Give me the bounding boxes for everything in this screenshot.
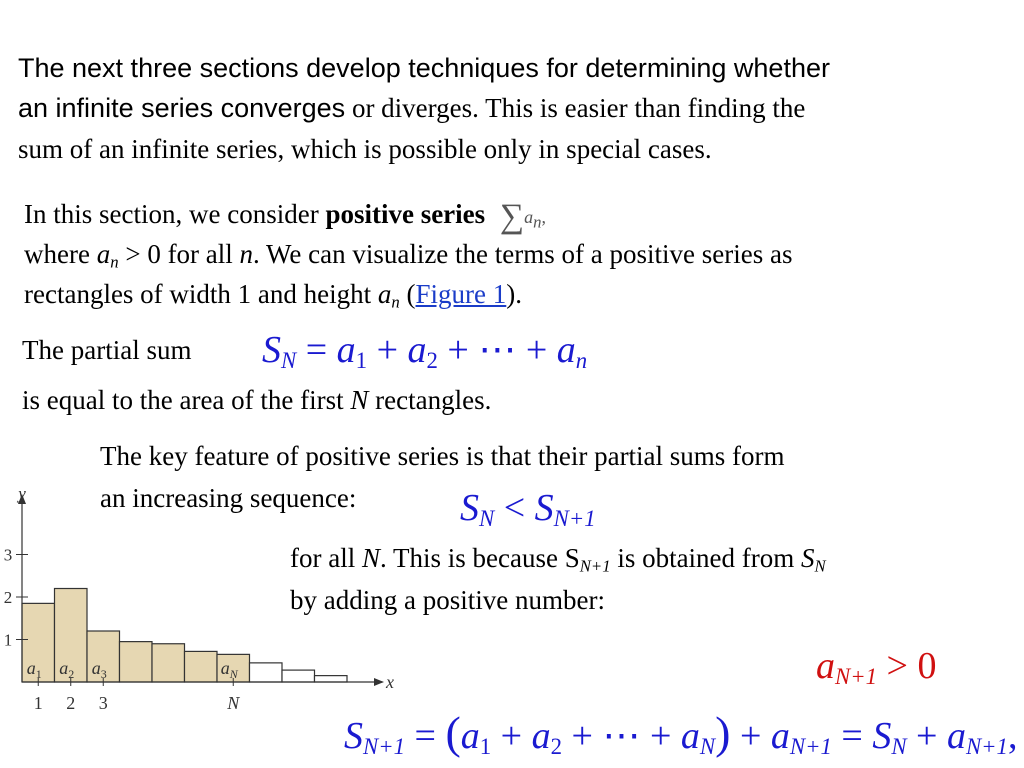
- figure-1-link[interactable]: Figure 1: [415, 279, 507, 309]
- bar-8: [250, 663, 283, 682]
- section-line-1: In this section, we consider positive series $\sum a_n$,: [24, 198, 547, 235]
- final-equation: SN+1 = (a1 + a2 + ⋯ + aN) + aN+1 = SN + aN+1,: [344, 707, 1018, 759]
- intro-line-2: an infinite series converges or diverges. This is easier than finding the: [18, 93, 806, 123]
- bar-label-sub-2: 2: [68, 667, 75, 681]
- bar-label-N: $a_N$: [220, 658, 238, 681]
- bar-5: [152, 644, 185, 682]
- x-axis-arrow: [374, 678, 384, 686]
- bar-label-sub-1: 1: [35, 667, 42, 681]
- y-tick-label-3: 3: [3, 545, 13, 565]
- increasing-inequality: SN < SN+1: [460, 487, 596, 531]
- x-axis-label: x: [386, 672, 394, 692]
- rectangles-figure: [0, 484, 410, 714]
- y-axis-label: y: [18, 484, 26, 503]
- because-line-1: for all N. This is because $S_{N+1}$ is obtained from $S_N$: [290, 543, 826, 576]
- because-line-2: by adding a positive number:: [290, 585, 605, 615]
- sum-notation: $\sum a_n$,: [499, 198, 547, 235]
- bar-6: [185, 651, 218, 682]
- partial-sum-formula: SN = a1 + a2 + ⋯ + an: [262, 329, 588, 373]
- bar-label-2: $a_2$: [59, 658, 75, 681]
- intro-line-1: The next three sections develop techniques for determining whether: [18, 53, 830, 83]
- bar-label-3: $a_3$: [91, 658, 107, 681]
- intro-line-3: sum of an infinite series, which is possible only in special cases.: [18, 134, 712, 164]
- partial-sum-label: The partial sum: [22, 335, 192, 365]
- bar-label-sub-3: 3: [100, 667, 107, 681]
- section-line-3: rectangles of width 1 and height $a_n$ (Figure 1).: [24, 279, 523, 312]
- y-tick-label-2: 2: [3, 588, 13, 607]
- bar-10: [315, 676, 348, 682]
- bar-label-sub-N: N: [229, 667, 238, 681]
- bar-4: [120, 642, 153, 682]
- key-line-1: The key feature of positive series is that their partial sums form: [100, 441, 785, 471]
- partial-sum-line-2: is equal to the area of the first N rectangles.: [22, 385, 492, 415]
- key-line-2: an increasing sequence:: [100, 483, 357, 513]
- bar-label-1: $a_1$: [26, 658, 42, 681]
- bar-9: [282, 670, 315, 682]
- x-tick-label-3: 3: [98, 693, 108, 713]
- section-line-2: where $a_n > 0$ for all n. We can visualize the terms of a positive series as: [24, 239, 793, 272]
- positive-term-inequality: aN+1 > 0: [816, 645, 937, 689]
- y-tick-label-1: 1: [3, 630, 13, 650]
- x-tick-label-2: 2: [66, 693, 76, 713]
- x-tick-label-1: 1: [33, 693, 43, 713]
- x-tick-label-N: N: [227, 693, 240, 713]
